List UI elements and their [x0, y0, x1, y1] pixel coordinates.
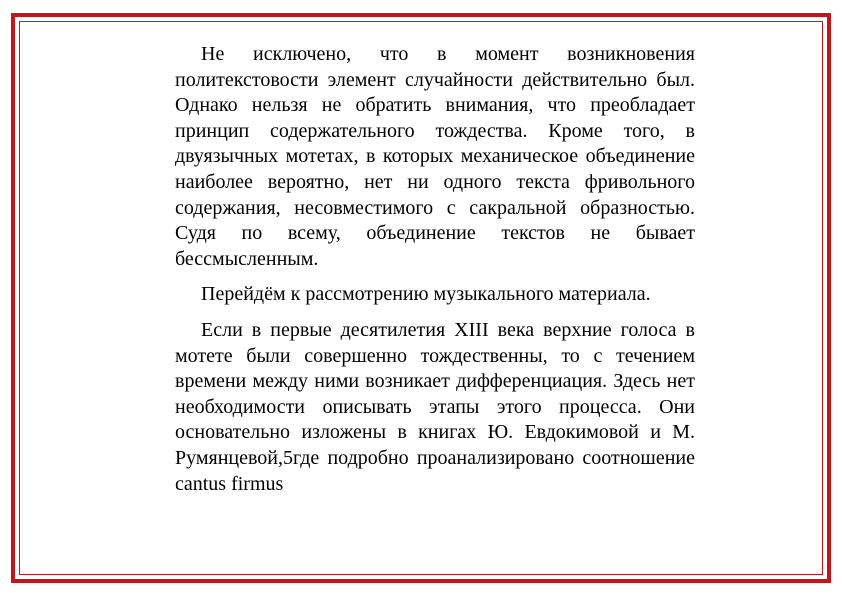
body-text	[175, 42, 695, 507]
paragraph-2: Перейдём к рассмотрению музыкального материала.	[201, 283, 651, 306]
paragraph-1: Не исключено, что в момент возникновения политекстовости элемент случайности действительно был. Однако нельзя не обратить внимания, что преобладает принцип содержательного тождества. Кроме того, в двуязычных мотетах, в которых механическое объединение наиболее вероятно, нет ни одного текста фривольного содержания, несовместимого с сакральной образностью. Судя по всему, объединение текстов не бывает бессмысленным.	[175, 43, 695, 270]
paragraph-3: Если в первые десятилетия XIII века верхние голоса в мотете были совершенно тождественны, то с течением времени между ними возникает дифференциация. Здесь нет необходимости описывать этапы этого процесса. Они основательно изложены в книгах Ю. Евдокимовой и М. Румянцевой,5где подробно проанализировано соотношение cantus firmus	[175, 318, 695, 495]
